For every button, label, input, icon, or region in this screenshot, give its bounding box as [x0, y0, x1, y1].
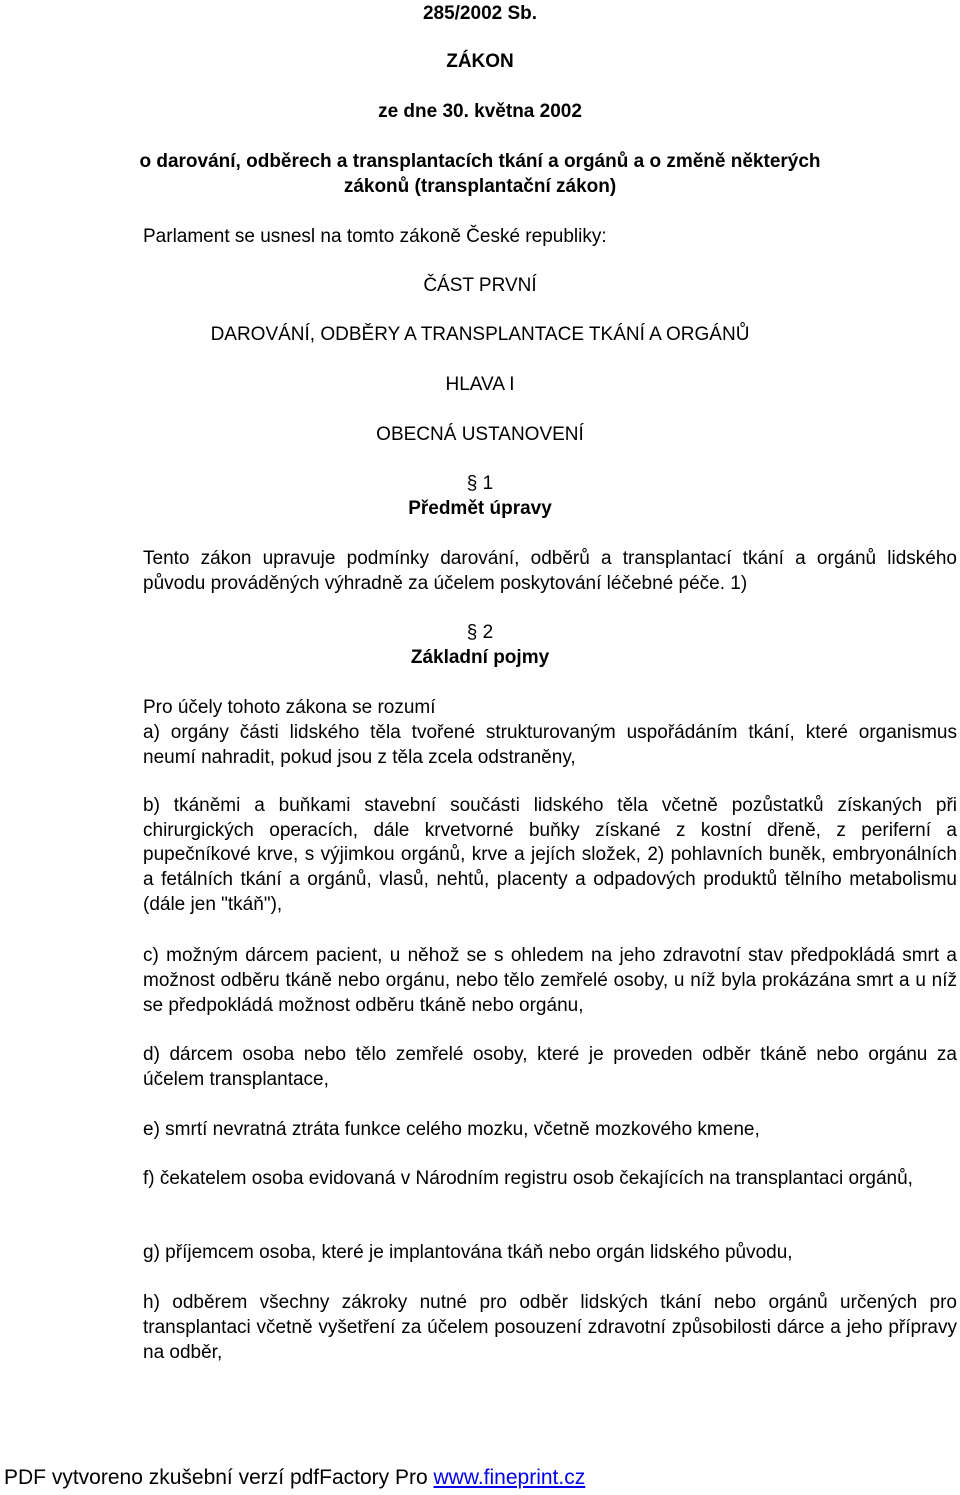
footer-text: PDF vytvoreno zkušební verzí pdfFactory Pro	[4, 1466, 434, 1489]
chapter-title: OBECNÁ USTANOVENÍ	[376, 424, 584, 445]
pdf-footer	[4, 1466, 585, 1490]
definition-item: a) orgány části lidského těla tvořené strukturovaným uspořádáním tkání, které organismus neumí nahradit, pokud jsou z těla zcela odstraněny,	[143, 722, 957, 768]
definition-item: d) dárcem osoba nebo tělo zemřelé osoby, které je proveden odběr tkáně nebo orgánu za účelem transplantace,	[143, 1044, 957, 1090]
definition-item: b) tkáněmi a buňkami stavební součásti lidského těla včetně pozůstatků získaných při chirurgických operacích, dále krvetvorné buňky získané z kostní dřeně, z periferní a pupečníkové krve, s výjimkou orgánů, krve a jejích složek, 2) pohlavních buněk, embryonálních a fetálních tkání a orgánů, vlasů, nehtů, placenty a odpadových produktů tělního metabolismu (dále jen "tkáň"),	[143, 795, 957, 915]
footer-link[interactable]: www.fineprint.cz	[433, 1466, 586, 1489]
section-sign-icon: §	[466, 622, 478, 643]
part-title: DAROVÁNÍ, ODBĚRY A TRANSPLANTACE TKÁNÍ A ORGÁNŮ	[210, 324, 750, 345]
section2-intro: Pro účely tohoto zákona se rozumí	[143, 697, 436, 718]
law-title-line1: o darování, odběrech a transplantacích tkání a orgánů a o změně některých	[139, 151, 821, 172]
definition-item: g) příjemcem osoba, které je implantována tkáň nebo orgán lidského původu,	[143, 1242, 793, 1263]
section2-heading	[0, 622, 960, 644]
chapter-label: HLAVA I	[445, 374, 515, 395]
section1-text: Tento zákon upravuje podmínky darování, odběrů a transplantací tkání a orgánů lidského původu prováděných výhradně za účelem poskytování léčebné péče. 1)	[143, 548, 957, 594]
law-date: ze dne 30. května 2002	[378, 101, 582, 122]
part-label: ČÁST PRVNÍ	[423, 275, 537, 296]
law-type: ZÁKON	[446, 51, 514, 72]
section1-title: Předmět úpravy	[408, 498, 552, 519]
law-title-line2: zákonů (transplantační zákon)	[343, 176, 617, 197]
definition-item: c) možným dárcem pacient, u něhož se s ohledem na jeho zdravotní stav předpokládá smrt a možnost odběru tkáně nebo orgánu, nebo tělo zemřelé osoby, u níž byla prokázána smrt a u níž se předpokládá možnost odběru tkáně nebo orgánu,	[143, 945, 957, 1016]
section1-heading	[0, 473, 960, 495]
section-sign-icon: §	[466, 473, 478, 494]
preamble: Parlament se usnesl na tomto zákoně České republiky:	[143, 226, 607, 247]
definition-item: h) odběrem všechny zákroky nutné pro odběr lidských tkání nebo orgánů určených pro transplantaci včetně vyšetření za účelem posouzení zdravotní způsobilosti dárce a jeho přípravy na odběr,	[143, 1292, 957, 1363]
definition-item: e) smrtí nevratná ztráta funkce celého mozku, včetně mozkového kmene,	[143, 1119, 760, 1140]
section2-title: Základní pojmy	[410, 647, 550, 668]
definition-item: f) čekatelem osoba evidovaná v Národním registru osob čekajících na transplantaci orgánů,	[143, 1168, 913, 1189]
law-number: 285/2002 Sb.	[422, 3, 538, 24]
section1-number: 1	[482, 473, 494, 494]
section2-number: 2	[482, 622, 494, 643]
